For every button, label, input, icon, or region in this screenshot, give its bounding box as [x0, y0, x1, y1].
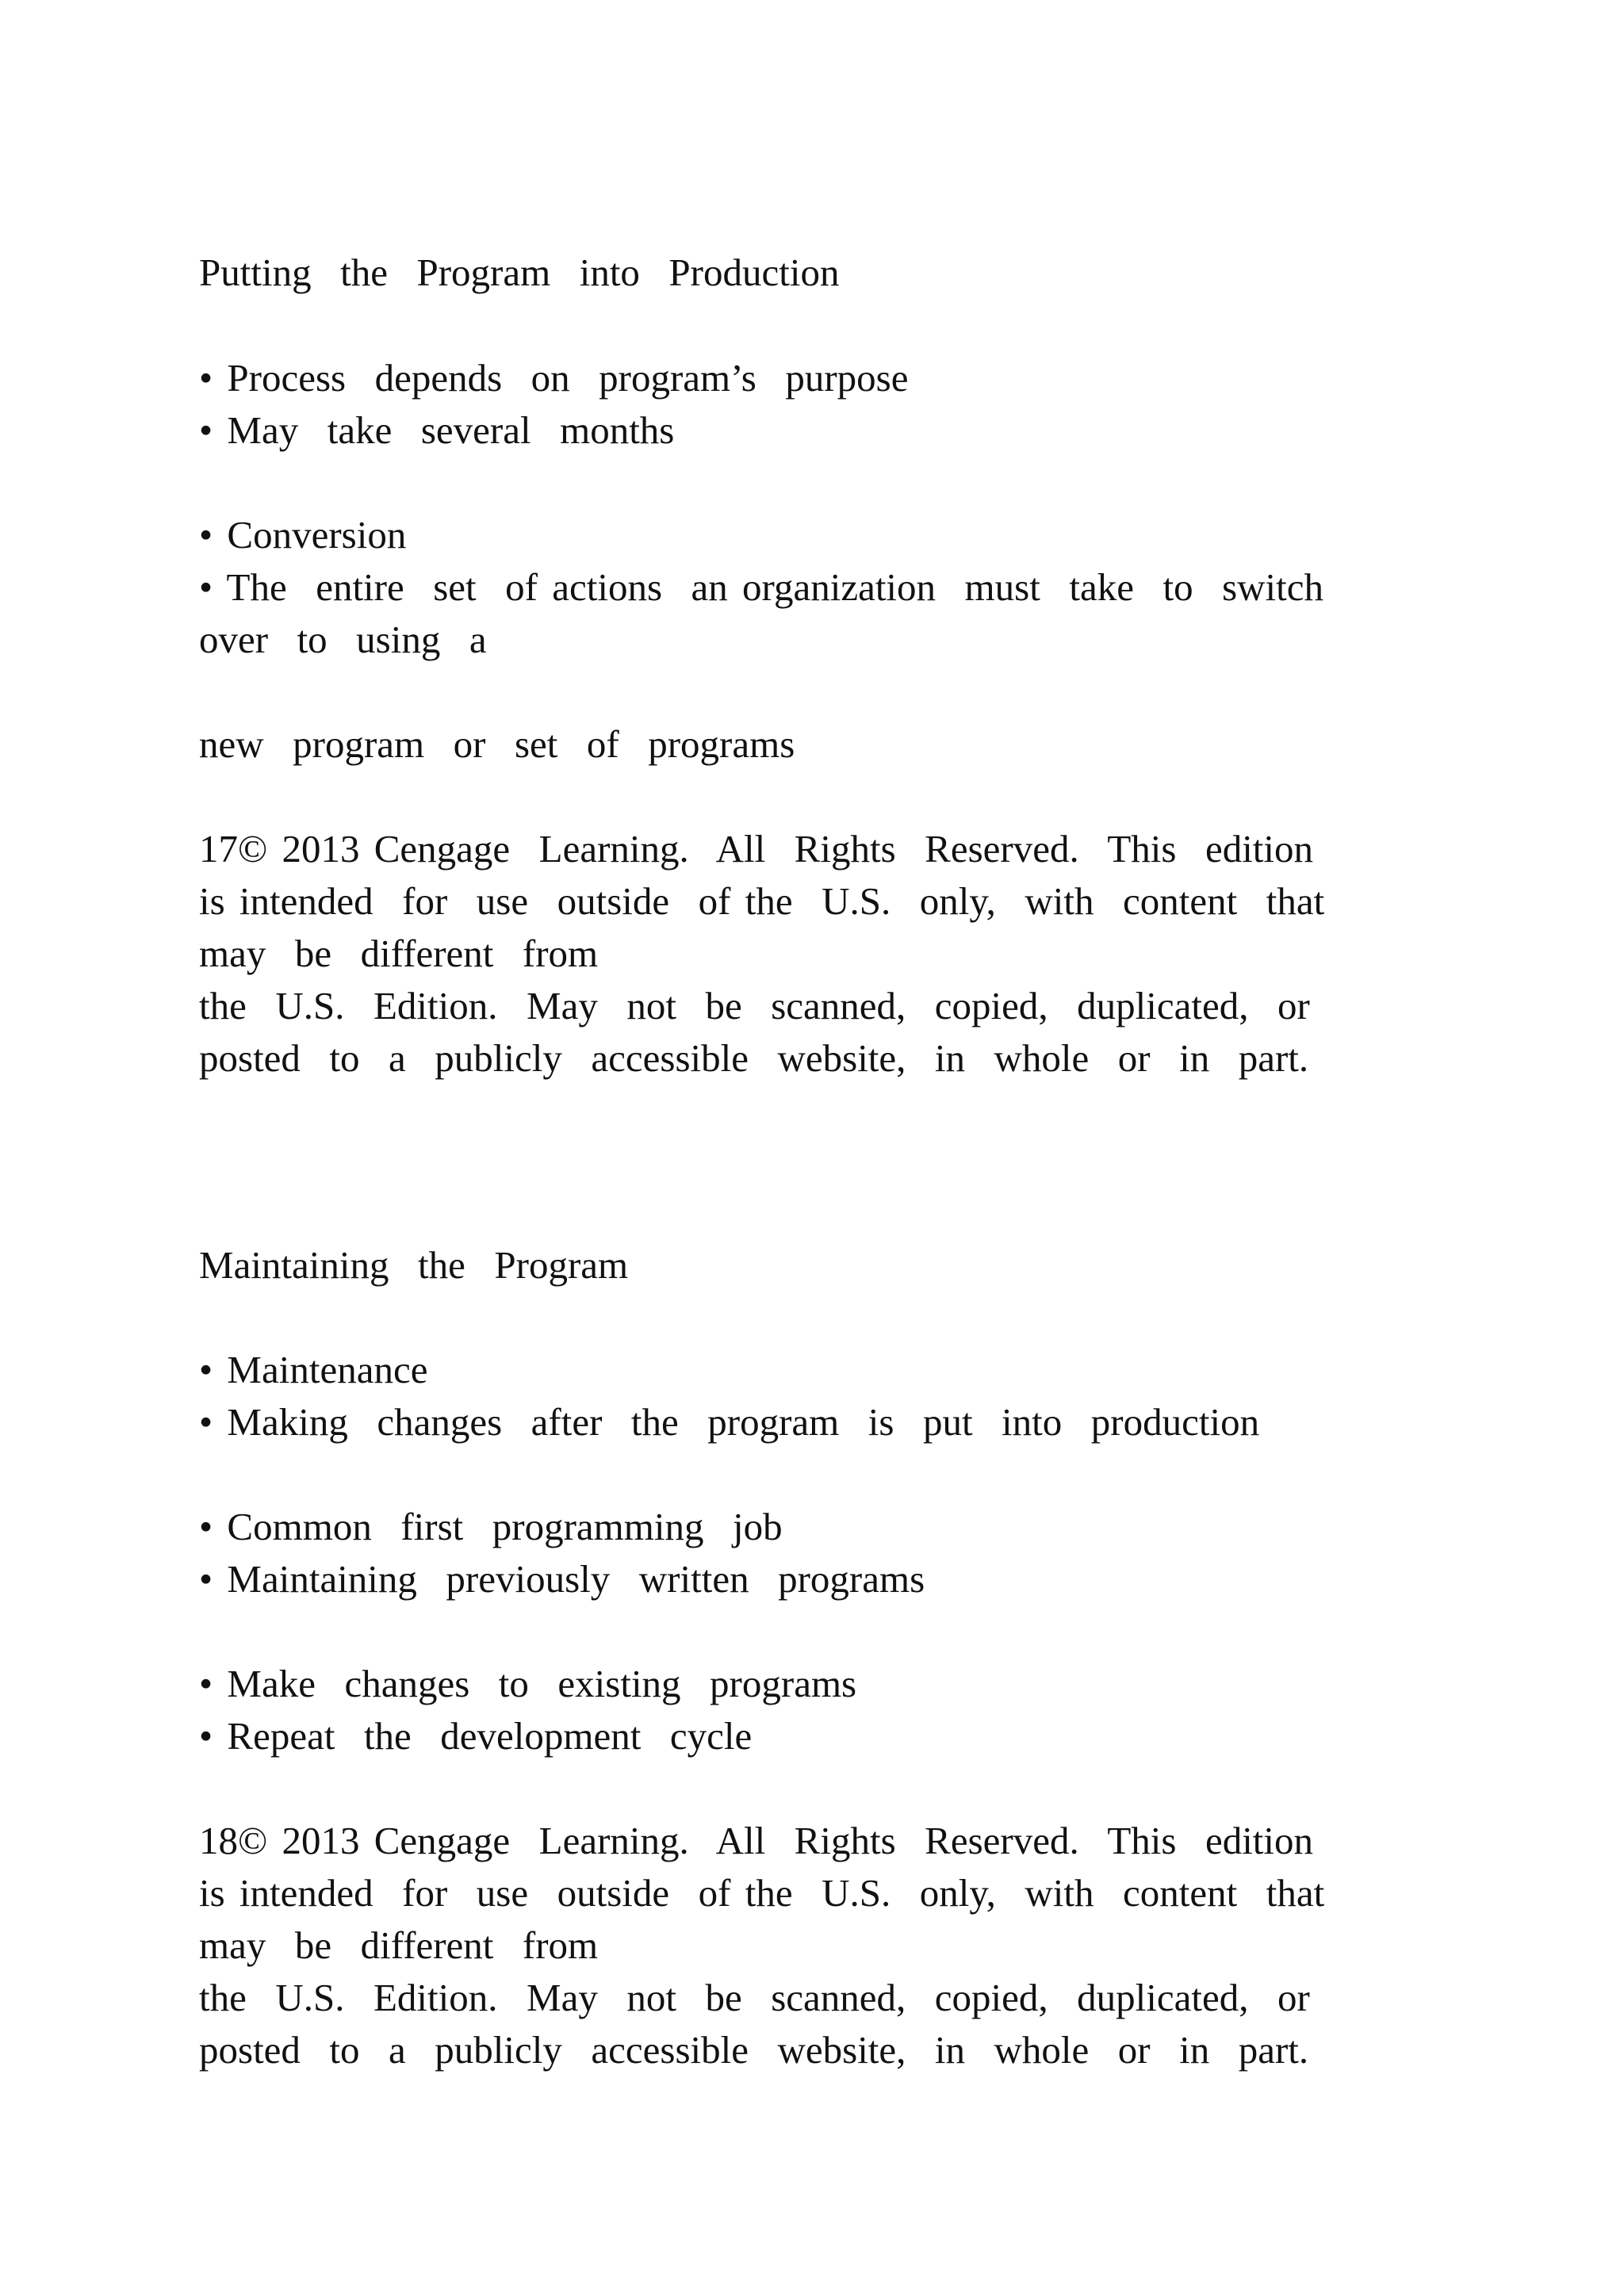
bullet-item: • May take several months: [199, 408, 675, 452]
copyright-line: may be different from: [199, 1923, 599, 1967]
continuation-line: new program or set of programs: [199, 722, 795, 766]
bullet-item: • Process depends on program’s purpose: [199, 356, 909, 400]
copyright-line: may be different from: [199, 932, 599, 975]
bullet-item: • Make changes to existing programs: [199, 1662, 857, 1705]
section-title-production: Putting the Program into Production: [199, 251, 840, 294]
continuation-line: over to using a: [199, 618, 487, 661]
copyright-line: 17© 2013 Cengage Learning. All Rights Reserved. This edition: [199, 827, 1314, 871]
section-title-maintaining: Maintaining the Program: [199, 1243, 629, 1287]
bullet-item: • Making changes after the program is put into production: [199, 1400, 1260, 1444]
bullet-item: • The entire set of actions an organization must take to switch: [199, 565, 1324, 609]
copyright-line: 18© 2013 Cengage Learning. All Rights Reserved. This edition: [199, 1819, 1314, 1862]
bullet-item: • Maintaining previously written programs: [199, 1557, 925, 1601]
bullet-item: • Common first programming job: [199, 1505, 783, 1548]
copyright-line: is intended for use outside of the U.S. only, with content that: [199, 1871, 1325, 1915]
copyright-line: posted to a publicly accessible website, in whole or in part.: [199, 2028, 1309, 2072]
copyright-line: the U.S. Edition. May not be scanned, copied, duplicated, or: [199, 1976, 1310, 2019]
bullet-item: • Conversion: [199, 513, 407, 557]
bullet-item: • Maintenance: [199, 1348, 428, 1391]
copyright-line: the U.S. Edition. May not be scanned, copied, duplicated, or: [199, 984, 1310, 1027]
copyright-line: posted to a publicly accessible website, in whole or in part.: [199, 1036, 1309, 1080]
copyright-line: is intended for use outside of the U.S. only, with content that: [199, 879, 1325, 923]
bullet-item: • Repeat the development cycle: [199, 1714, 753, 1758]
